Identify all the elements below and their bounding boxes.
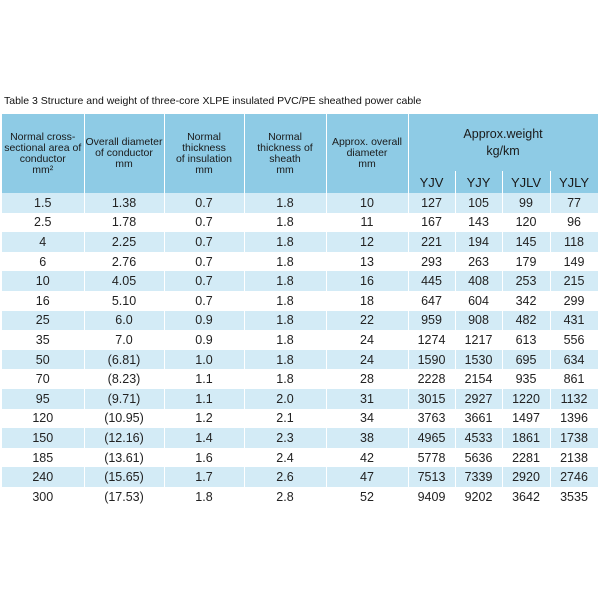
cell-sheath-thickness: 1.8 xyxy=(244,193,326,213)
cell-conductor-diameter: (12.16) xyxy=(84,428,164,448)
cell-weight-yjy: 908 xyxy=(455,311,502,331)
cell-conductor-diameter: 6.0 xyxy=(84,311,164,331)
cell-conductor-diameter: 1.38 xyxy=(84,193,164,213)
cell-sheath-thickness: 1.8 xyxy=(244,213,326,233)
header-line: Normal cross- xyxy=(10,130,76,143)
header-approx-weight xyxy=(408,114,598,171)
cell-weight-yjlv: 179 xyxy=(502,252,550,272)
cell-insulation-thickness: 0.7 xyxy=(164,213,244,233)
cell-weight-yjy: 2154 xyxy=(455,369,502,389)
cell-weight-yjy: 194 xyxy=(455,232,502,252)
header-line: Overall diameter xyxy=(85,136,163,148)
header-line: of conductor xyxy=(95,147,153,159)
table-row xyxy=(2,428,598,448)
cell-sheath-thickness: 1.8 xyxy=(244,311,326,331)
cell-overall-diameter: 47 xyxy=(326,467,408,487)
cell-weight-yjly: 77 xyxy=(550,193,598,213)
cell-overall-diameter: 13 xyxy=(326,252,408,272)
cell-sheath-thickness: 2.6 xyxy=(244,467,326,487)
cell-conductor-diameter: (10.95) xyxy=(84,409,164,429)
cell-conductor-diameter: (15.65) xyxy=(84,467,164,487)
cell-weight-yjly: 215 xyxy=(550,271,598,291)
cell-overall-diameter: 10 xyxy=(326,193,408,213)
cell-overall-diameter: 16 xyxy=(326,271,408,291)
header-cross-section xyxy=(2,114,84,193)
cell-overall-diameter: 42 xyxy=(326,448,408,468)
header-line: thickness of xyxy=(257,141,313,154)
cell-conductor-diameter: 1.78 xyxy=(84,213,164,233)
cell-sheath-thickness: 2.1 xyxy=(244,409,326,429)
cell-weight-yjy: 1217 xyxy=(455,330,502,350)
cell-overall-diameter: 38 xyxy=(326,428,408,448)
cell-weight-yjly: 634 xyxy=(550,350,598,370)
cell-weight-yjv: 3015 xyxy=(408,389,455,409)
table-row xyxy=(2,311,598,331)
cell-weight-yjv: 221 xyxy=(408,232,455,252)
cell-insulation-thickness: 1.1 xyxy=(164,389,244,409)
table-row xyxy=(2,330,598,350)
cell-insulation-thickness: 0.7 xyxy=(164,193,244,213)
cell-weight-yjy: 105 xyxy=(455,193,502,213)
table-row xyxy=(2,213,598,233)
cell-conductor-diameter: (6.81) xyxy=(84,350,164,370)
table-caption: Table 3 Structure and weight of three-core XLPE insulated PVC/PE sheathed power cable xyxy=(4,95,422,107)
cell-overall-diameter: 34 xyxy=(326,409,408,429)
table-row xyxy=(2,448,598,468)
cell-sheath-thickness: 1.8 xyxy=(244,330,326,350)
cable-spec-table xyxy=(2,114,599,507)
cell-conductor-diameter: 5.10 xyxy=(84,291,164,311)
cell-insulation-thickness: 0.7 xyxy=(164,232,244,252)
cell-overall-diameter: 24 xyxy=(326,330,408,350)
cell-weight-yjv: 1590 xyxy=(408,350,455,370)
cell-weight-yjlv: 253 xyxy=(502,271,550,291)
cell-weight-yjy: 9202 xyxy=(455,487,502,507)
header-line: of insulation xyxy=(175,152,233,165)
table-row xyxy=(2,232,598,252)
cell-cross-section: 6 xyxy=(2,252,84,272)
cell-insulation-thickness: 1.2 xyxy=(164,409,244,429)
cell-conductor-diameter: (8.23) xyxy=(84,369,164,389)
cell-weight-yjv: 1274 xyxy=(408,330,455,350)
cell-weight-yjv: 167 xyxy=(408,213,455,233)
header-line: conductor xyxy=(19,152,66,165)
cell-insulation-thickness: 1.7 xyxy=(164,467,244,487)
cell-cross-section: 240 xyxy=(2,467,84,487)
cell-weight-yjlv: 3642 xyxy=(502,487,550,507)
cell-weight-yjv: 5778 xyxy=(408,448,455,468)
cell-sheath-thickness: 1.8 xyxy=(244,252,326,272)
cell-weight-yjly: 431 xyxy=(550,311,598,331)
table-row xyxy=(2,369,598,389)
cell-insulation-thickness: 1.6 xyxy=(164,448,244,468)
cell-conductor-diameter: 4.05 xyxy=(84,271,164,291)
table-row xyxy=(2,291,598,311)
cell-weight-yjlv: 120 xyxy=(502,213,550,233)
cell-weight-yjlv: 613 xyxy=(502,330,550,350)
cell-conductor-diameter: 2.25 xyxy=(84,232,164,252)
cell-insulation-thickness: 0.9 xyxy=(164,330,244,350)
cell-weight-yjly: 1132 xyxy=(550,389,598,409)
header-line: Approx.weight xyxy=(463,126,543,141)
cell-weight-yjy: 7339 xyxy=(455,467,502,487)
header-insulation-thickness xyxy=(164,114,244,193)
cell-weight-yjly: 2138 xyxy=(550,448,598,468)
cell-cross-section: 70 xyxy=(2,369,84,389)
table-row xyxy=(2,487,598,507)
cell-weight-yjy: 2927 xyxy=(455,389,502,409)
cell-cross-section: 35 xyxy=(2,330,84,350)
header-line: kg/km xyxy=(486,143,520,158)
cell-cross-section: 10 xyxy=(2,271,84,291)
header-type-yjly: YJLY xyxy=(550,171,598,193)
header-conductor-diameter xyxy=(84,114,164,193)
cell-insulation-thickness: 0.7 xyxy=(164,271,244,291)
header-line: mm xyxy=(276,163,294,176)
cell-sheath-thickness: 1.8 xyxy=(244,232,326,252)
cell-overall-diameter: 28 xyxy=(326,369,408,389)
header-line: Normal xyxy=(268,130,302,143)
table-row xyxy=(2,271,598,291)
header-row xyxy=(2,114,598,171)
table-row xyxy=(2,252,598,272)
cell-weight-yjy: 3661 xyxy=(455,409,502,429)
cell-weight-yjy: 263 xyxy=(455,252,502,272)
cell-weight-yjlv: 1861 xyxy=(502,428,550,448)
cell-weight-yjv: 4965 xyxy=(408,428,455,448)
cell-overall-diameter: 12 xyxy=(326,232,408,252)
header-line: sectional area of xyxy=(4,141,82,154)
cell-overall-diameter: 24 xyxy=(326,350,408,370)
cell-cross-section: 25 xyxy=(2,311,84,331)
cell-weight-yjy: 5636 xyxy=(455,448,502,468)
cell-weight-yjly: 556 xyxy=(550,330,598,350)
cell-insulation-thickness: 0.7 xyxy=(164,291,244,311)
cell-weight-yjlv: 935 xyxy=(502,369,550,389)
cell-cross-section: 2.5 xyxy=(2,213,84,233)
cell-cross-section: 300 xyxy=(2,487,84,507)
cell-weight-yjly: 149 xyxy=(550,252,598,272)
cell-conductor-diameter: (17.53) xyxy=(84,487,164,507)
cell-weight-yjv: 445 xyxy=(408,271,455,291)
cell-weight-yjlv: 2281 xyxy=(502,448,550,468)
cell-insulation-thickness: 1.4 xyxy=(164,428,244,448)
cell-conductor-diameter: (13.61) xyxy=(84,448,164,468)
cell-weight-yjv: 293 xyxy=(408,252,455,272)
header-type-yjv: YJV xyxy=(408,171,455,193)
cell-cross-section: 185 xyxy=(2,448,84,468)
cell-overall-diameter: 18 xyxy=(326,291,408,311)
cell-weight-yjv: 2228 xyxy=(408,369,455,389)
cell-weight-yjy: 604 xyxy=(455,291,502,311)
cell-weight-yjv: 9409 xyxy=(408,487,455,507)
cell-sheath-thickness: 1.8 xyxy=(244,271,326,291)
cell-overall-diameter: 31 xyxy=(326,389,408,409)
table-row xyxy=(2,389,598,409)
header-line: sheath xyxy=(269,152,301,165)
cell-weight-yjly: 1738 xyxy=(550,428,598,448)
cell-weight-yjlv: 145 xyxy=(502,232,550,252)
cell-weight-yjlv: 482 xyxy=(502,311,550,331)
header-type-yjy: YJY xyxy=(455,171,502,193)
cell-sheath-thickness: 2.3 xyxy=(244,428,326,448)
cell-weight-yjv: 647 xyxy=(408,291,455,311)
header-line: mm xyxy=(115,158,133,170)
cell-cross-section: 150 xyxy=(2,428,84,448)
cell-weight-yjlv: 1220 xyxy=(502,389,550,409)
cell-cross-section: 1.5 xyxy=(2,193,84,213)
cell-weight-yjy: 4533 xyxy=(455,428,502,448)
cell-insulation-thickness: 1.8 xyxy=(164,487,244,507)
cell-insulation-thickness: 0.9 xyxy=(164,311,244,331)
cell-cross-section: 120 xyxy=(2,409,84,429)
cell-weight-yjly: 861 xyxy=(550,369,598,389)
cell-conductor-diameter: 7.0 xyxy=(84,330,164,350)
header-overall-diameter xyxy=(326,114,408,193)
cell-conductor-diameter: 2.76 xyxy=(84,252,164,272)
cell-sheath-thickness: 2.4 xyxy=(244,448,326,468)
cell-weight-yjlv: 2920 xyxy=(502,467,550,487)
cell-sheath-thickness: 2.0 xyxy=(244,389,326,409)
cell-sheath-thickness: 1.8 xyxy=(244,291,326,311)
table-row xyxy=(2,467,598,487)
cell-weight-yjly: 3535 xyxy=(550,487,598,507)
cell-insulation-thickness: 0.7 xyxy=(164,252,244,272)
table-row xyxy=(2,193,598,213)
cell-conductor-diameter: (9.71) xyxy=(84,389,164,409)
cell-cross-section: 4 xyxy=(2,232,84,252)
cell-weight-yjv: 7513 xyxy=(408,467,455,487)
cell-weight-yjly: 2746 xyxy=(550,467,598,487)
cell-weight-yjv: 959 xyxy=(408,311,455,331)
cell-weight-yjy: 1530 xyxy=(455,350,502,370)
cell-weight-yjlv: 695 xyxy=(502,350,550,370)
table-body xyxy=(2,193,598,507)
cell-weight-yjly: 96 xyxy=(550,213,598,233)
cell-weight-yjlv: 99 xyxy=(502,193,550,213)
cell-sheath-thickness: 1.8 xyxy=(244,350,326,370)
cell-insulation-thickness: 1.0 xyxy=(164,350,244,370)
header-line: diameter xyxy=(346,147,388,159)
header-type-yjlv: YJLV xyxy=(502,171,550,193)
cell-weight-yjv: 127 xyxy=(408,193,455,213)
cell-overall-diameter: 22 xyxy=(326,311,408,331)
header-line: mm² xyxy=(32,163,54,176)
cell-weight-yjly: 1396 xyxy=(550,409,598,429)
table-row xyxy=(2,350,598,370)
cell-sheath-thickness: 1.8 xyxy=(244,369,326,389)
table-row xyxy=(2,409,598,429)
cell-weight-yjlv: 1497 xyxy=(502,409,550,429)
cell-weight-yjv: 3763 xyxy=(408,409,455,429)
header-line: Approx. overall xyxy=(331,136,403,148)
header-line: Normal thickness xyxy=(182,130,226,154)
header-line: mm xyxy=(358,158,376,170)
cell-cross-section: 95 xyxy=(2,389,84,409)
cell-weight-yjlv: 342 xyxy=(502,291,550,311)
cell-cross-section: 16 xyxy=(2,291,84,311)
cell-cross-section: 50 xyxy=(2,350,84,370)
cell-weight-yjy: 143 xyxy=(455,213,502,233)
cell-overall-diameter: 52 xyxy=(326,487,408,507)
cell-weight-yjly: 299 xyxy=(550,291,598,311)
cell-overall-diameter: 11 xyxy=(326,213,408,233)
cell-weight-yjy: 408 xyxy=(455,271,502,291)
cell-insulation-thickness: 1.1 xyxy=(164,369,244,389)
header-sheath-thickness xyxy=(244,114,326,193)
header-line: mm xyxy=(195,163,213,176)
cell-weight-yjly: 118 xyxy=(550,232,598,252)
cell-sheath-thickness: 2.8 xyxy=(244,487,326,507)
